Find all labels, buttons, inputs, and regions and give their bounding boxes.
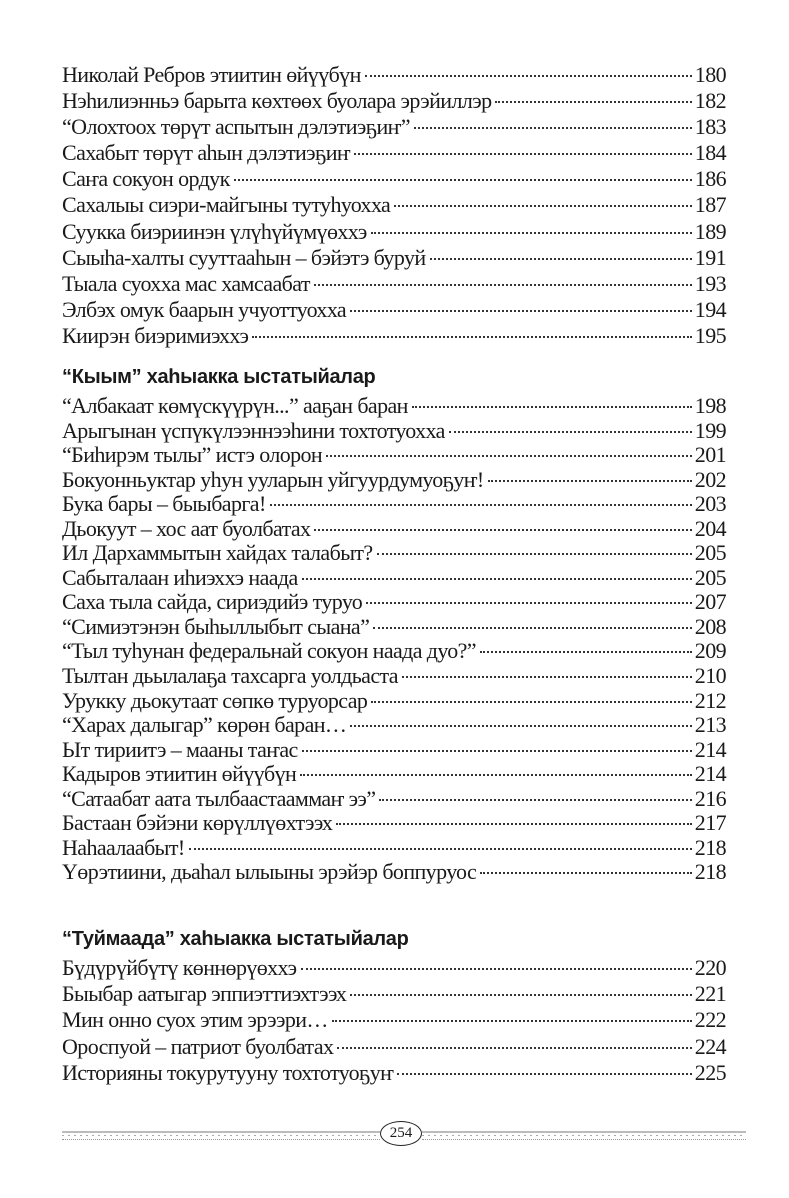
dot-leader [394,205,692,207]
toc-entry [62,566,726,591]
entry-title: Бастаан бэйэни көрүллүөхтээх [62,810,333,836]
toc-entry [62,1007,726,1033]
entry-title: Бука бары – быыбарга! [62,491,266,517]
entry-title: “Харах далыгар” көрөн баран… [62,712,347,738]
entry-page-number: 199 [694,417,726,443]
entry-title: Тыала суохха мас хамсаабат [62,270,310,296]
toc-entry [62,468,726,493]
entry-title: Бокуонньуктар уһун ууларын уйгуурдумуоҕуҥ! [62,466,484,492]
dot-leader [366,602,692,604]
entry-page-number: 203 [694,491,726,517]
toc-entry [62,541,726,566]
entry-page-number: 212 [694,687,726,713]
entry-title: Дьокуут – хос аат буолбатах [62,515,311,541]
toc-entry [62,419,726,444]
entry-title: Ороспуой – патриот буолбатах [62,1033,334,1059]
entry-title: Наһаалаабыт! [62,834,185,860]
dot-leader [354,153,692,155]
entry-page-number: 218 [694,859,726,885]
dot-leader [326,455,692,457]
entry-title: Историяны токурутууну тохтотуоҕуҥ [62,1059,394,1085]
toc-entry [62,394,726,419]
toc-entry [62,981,726,1007]
toc-entry [62,664,726,689]
dot-leader [371,232,692,234]
dot-leader [350,725,691,727]
entry-page-number: 193 [694,270,726,296]
entry-title: Үөрэтиини, дьаһал ылыыны эрэйэр боппуруос [62,859,477,885]
entry-title: Сахалыы сиэри-майгыны тутуһуохха [62,192,391,218]
entry-title: Суукка биэриинэн үлүһүйүмүөххэ [62,218,367,244]
entry-page-number: 195 [694,322,726,348]
entry-page-number: 222 [694,1007,726,1033]
section-heading-tuymaada: “Туймаада” хаһыакка ыстатыйалар [62,928,409,950]
entry-page-number: 213 [694,712,726,738]
toc-entry [62,140,726,166]
entry-page-number: 225 [694,1059,726,1085]
entry-page-number: 201 [694,442,726,468]
entry-title: “Сатаабат аата тылбаастааммаҥ ээ” [62,785,376,811]
dot-leader [402,676,692,678]
dot-leader [314,284,692,286]
entry-page-number: 202 [694,466,726,492]
toc-entry [62,192,726,218]
toc-entry [62,762,726,787]
dot-leader [332,1020,692,1022]
toc-section-1 [62,62,726,349]
toc-entry [62,62,726,88]
toc-entry [62,955,726,981]
entry-page-number: 208 [694,613,726,639]
dot-leader [377,553,692,555]
entry-page-number: 189 [694,218,726,244]
entry-page-number: 184 [694,140,726,166]
toc-entry [62,738,726,763]
entry-title: Саха тыла сайда, сириэдийэ туруо [62,589,363,615]
entry-page-number: 209 [694,638,726,664]
entry-title: Киирэн биэримиэххэ [62,322,249,348]
dot-leader [314,529,691,531]
entry-title: Урукку дьокутаат сөпкө туруорсар [62,687,368,713]
dot-leader [302,578,692,580]
toc-section-3 [62,955,726,1086]
section-heading-kyym: “Кыым” хаһыакка ыстатыйалар [62,366,376,388]
dot-leader [371,701,692,703]
entry-title: Тылтан дьылалаҕа тахсарга уолдьаста [62,663,398,689]
entry-page-number: 186 [694,166,726,192]
toc-entry [62,1060,726,1086]
entry-page-number: 218 [694,834,726,860]
toc-entry [62,590,726,615]
toc-entry [62,166,726,192]
ornament-divider-right [422,1131,746,1140]
dot-leader [495,101,691,103]
entry-page-number: 214 [694,736,726,762]
toc-entry [62,1034,726,1060]
toc-entry [62,860,726,885]
dot-leader [337,1047,691,1049]
dot-leader [449,431,692,433]
page-footer [62,1121,746,1147]
toc-entry [62,836,726,861]
toc-entry [62,114,726,140]
entry-title: Мин онно суох этим эрээри… [62,1007,328,1033]
entry-page-number: 198 [694,393,726,418]
entry-title: Быыбар аатыгар эппиэттиэхтээх [62,981,347,1007]
page-number: 254 [380,1121,422,1146]
toc-entry [62,88,726,114]
entry-page-number: 210 [694,663,726,689]
dot-leader [300,774,692,776]
dot-leader [302,750,692,752]
dot-leader [301,968,692,970]
entry-page-number: 187 [694,192,726,218]
toc-entry [62,615,726,640]
entry-title: Элбэх омук баарын учуоттуохха [62,296,347,322]
dot-leader [430,258,692,260]
entry-title: Ыт тириитэ – мааны таҥас [62,736,298,762]
toc-entry [62,787,726,812]
entry-page-number: 217 [694,810,726,836]
toc-entry [62,271,726,297]
toc-entry [62,323,726,349]
entry-page-number: 183 [694,114,726,140]
entry-title: “Албакаат көмүскүүрүн...” ааҕан баран [62,393,408,418]
toc-entry [62,811,726,836]
toc-entry [62,219,726,245]
dot-leader [414,127,692,129]
dot-leader [252,336,691,338]
dot-leader [365,75,692,77]
entry-page-number: 214 [694,761,726,787]
entry-page-number: 207 [694,589,726,615]
entry-page-number: 220 [694,955,726,980]
entry-page-number: 205 [694,540,726,566]
toc-section-2 [62,394,726,885]
dot-leader [397,1073,692,1075]
dot-leader [412,406,692,408]
entry-page-number: 205 [694,564,726,590]
entry-page-number: 180 [694,62,726,87]
entry-title: Сахабыт төрүт аһын дэлэтиэҕиҥ [62,140,351,166]
entry-title: Кадыров этиитин өйүүбүн [62,761,297,787]
dot-leader [379,799,691,801]
entry-page-number: 204 [694,515,726,541]
toc-entry [62,639,726,664]
dot-leader [373,627,692,629]
entry-page-number: 182 [694,88,726,114]
entry-title: Бүдүрүйбүтү көннөрүөххэ [62,955,297,980]
toc-entry [62,492,726,517]
entry-title: “Биһирэм тылы” истэ олорон [62,442,323,468]
toc-entry [62,245,726,271]
toc-entry [62,689,726,714]
entry-page-number: 224 [694,1033,726,1059]
entry-title: Николай Ребров этиитин өйүүбүн [62,62,361,87]
dot-leader [270,504,692,506]
entry-page-number: 194 [694,296,726,322]
entry-title: Арыгынан үспүкүлээннээһини тохтотуохха [62,417,445,443]
entry-title: “Тыл туһунан федеральнай сокуон наада дуо?” [62,638,476,664]
toc-entry [62,517,726,542]
entry-title: Ил Дархаммытын хайдах талабыт? [62,540,373,566]
entry-page-number: 216 [694,785,726,811]
entry-title: “Олохтоох төрүт аспытын дэлэтиэҕиҥ” [62,114,410,140]
dot-leader [480,651,692,653]
toc-entry [62,713,726,738]
entry-page-number: 191 [694,244,726,270]
dot-leader [234,179,692,181]
entry-page-number: 221 [694,981,726,1007]
entry-title: “Симиэтэнэн быһыллыбыт сыана” [62,613,370,639]
entry-title: Сыыһа-халты сууттааһын – бэйэтэ буруй [62,244,426,270]
entry-title: Нэһилиэнньэ барыта көхтөөх буолара эрэйиллэр [62,88,492,114]
dot-leader [189,848,692,850]
entry-title: Саҥа сокуон ордук [62,166,230,192]
entry-title: Сабыталаан иһиэххэ наада [62,564,298,590]
ornament-divider-left [62,1131,380,1140]
toc-entry [62,297,726,323]
dot-leader [350,310,692,312]
dot-leader [488,480,692,482]
dot-leader [336,823,692,825]
toc-entry [62,443,726,468]
dot-leader [350,994,691,996]
dot-leader [480,872,692,874]
